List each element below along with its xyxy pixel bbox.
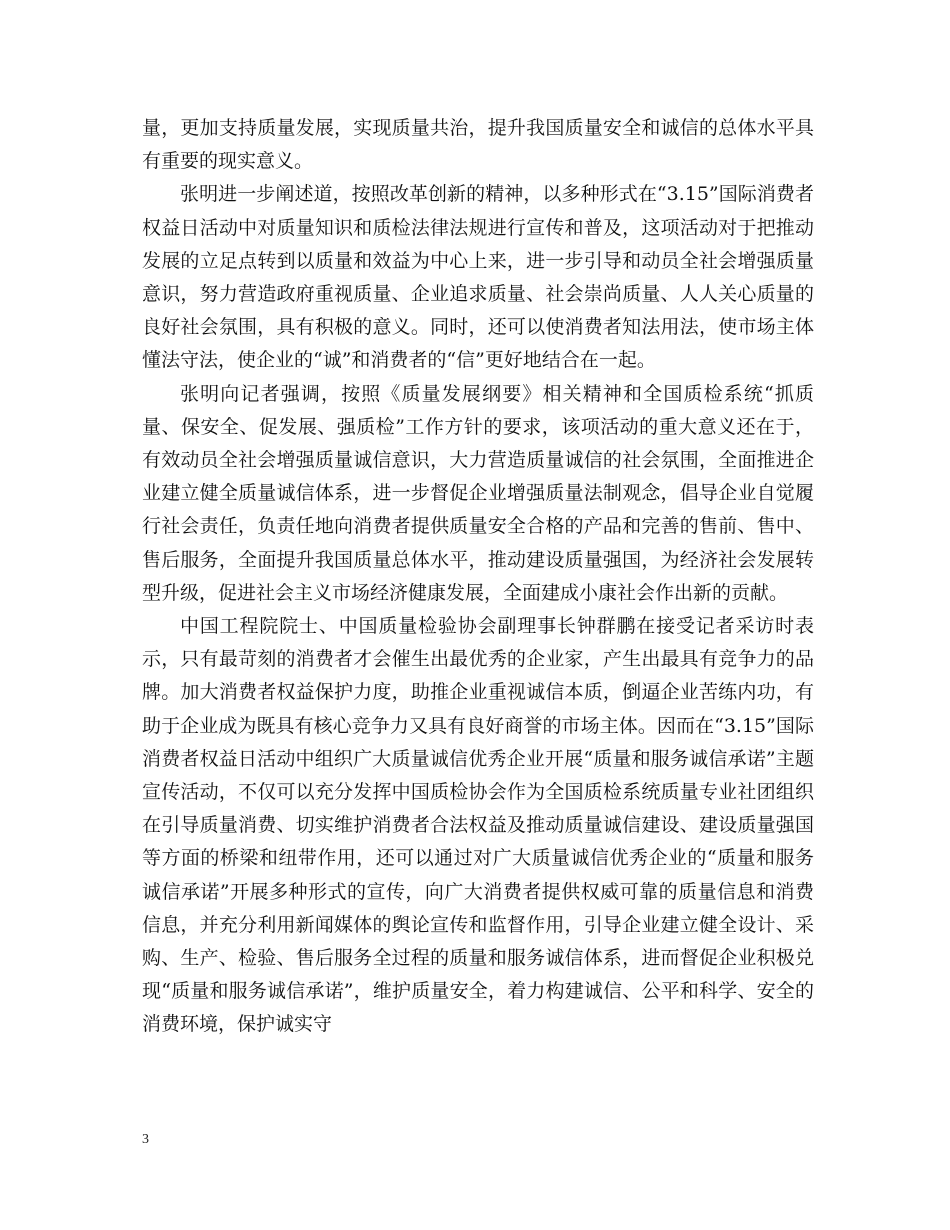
document-body <box>142 112 814 1042</box>
paragraph-zhong-qunpeng-remarks: 中国工程院院士、中国质量检验协会副理事长钟群鹏在接受记者采访时表示，只有最苛刻的消费者才会催生出最优秀的企业家，产生出最具有竞争力的品牌。加大消费者权益保护力度，助推企业重视诚信本质，倒逼企业苦练内功，有助于企业成为既具有核心竞争力又具有良好商誉的市场主体。因而在“3.15”国际消费者权益日活动中组织广大质量诚信优秀企业开展“质量和服务诚信承诺”主题宣传活动，不仅可以充分发挥中国质检协会作为全国质检系统质量专业社团组织在引导质量消费、切实维护消费者合法权益及推动质量诚信建设、建设质量强国等方面的桥梁和纽带作用，还可以通过对广大质量诚信优秀企业的“质量和服务诚信承诺”开展多种形式的宣传，向广大消费者提供权威可靠的质量信息和消费信息，并充分利用新闻媒体的舆论宣传和监督作用，引导企业建立健全设计、采购、生产、检验、售后服务全过程的质量和服务诚信体系，进而督促企业积极兑现“质量和服务诚信承诺”，维护质量安全，着力构建诚信、公平和科学、安全的消费环境，保护诚实守 <box>142 615 814 1036</box>
paragraph-continuation: 量，更加支持质量发展，实现质量共治，提升我国质量安全和诚信的总体水平具有重要的现实意义。 <box>142 117 814 173</box>
paragraph-zhang-ming-emphasis: 张明向记者强调，按照《质量发展纲要》相关精神和全国质检系统“抓质量、保安全、促发展、强质检”工作方针的要求，该项活动的重大意义还在于，有效动员全社会增强质量诚信意识，大力营造质量诚信的社会氛围，全面推进企业建立健全质量诚信体系，进一步督促企业增强质量法制观念，倡导企业自觉履行社会责任，负责任地向消费者提供质量安全合格的产品和完善的售前、售中、售后服务，全面提升我国质量总体水平，推动建设质量强国，为经济社会发展转型升级，促进社会主义市场经济健康发展，全面建成小康社会作出新的贡献。 <box>142 382 814 604</box>
page-number: 3 <box>142 1132 149 1147</box>
paragraph-zhang-ming-elaboration: 张明进一步阐述道，按照改革创新的精神，以多种形式在“3.15”国际消费者权益日活动中对质量知识和质检法律法规进行宣传和普及，这项活动对于把推动发展的立足点转到以质量和效益为中心上来，进一步引导和动员全社会增强质量意识，努力营造政府重视质量、企业追求质量、社会崇尚质量、人人关心质量的良好社会氛围，具有积极的意义。同时，还可以使消费者知法用法，使市场主体懂法守法，使企业的“诚”和消费者的“信”更好地结合在一起。 <box>142 183 814 372</box>
